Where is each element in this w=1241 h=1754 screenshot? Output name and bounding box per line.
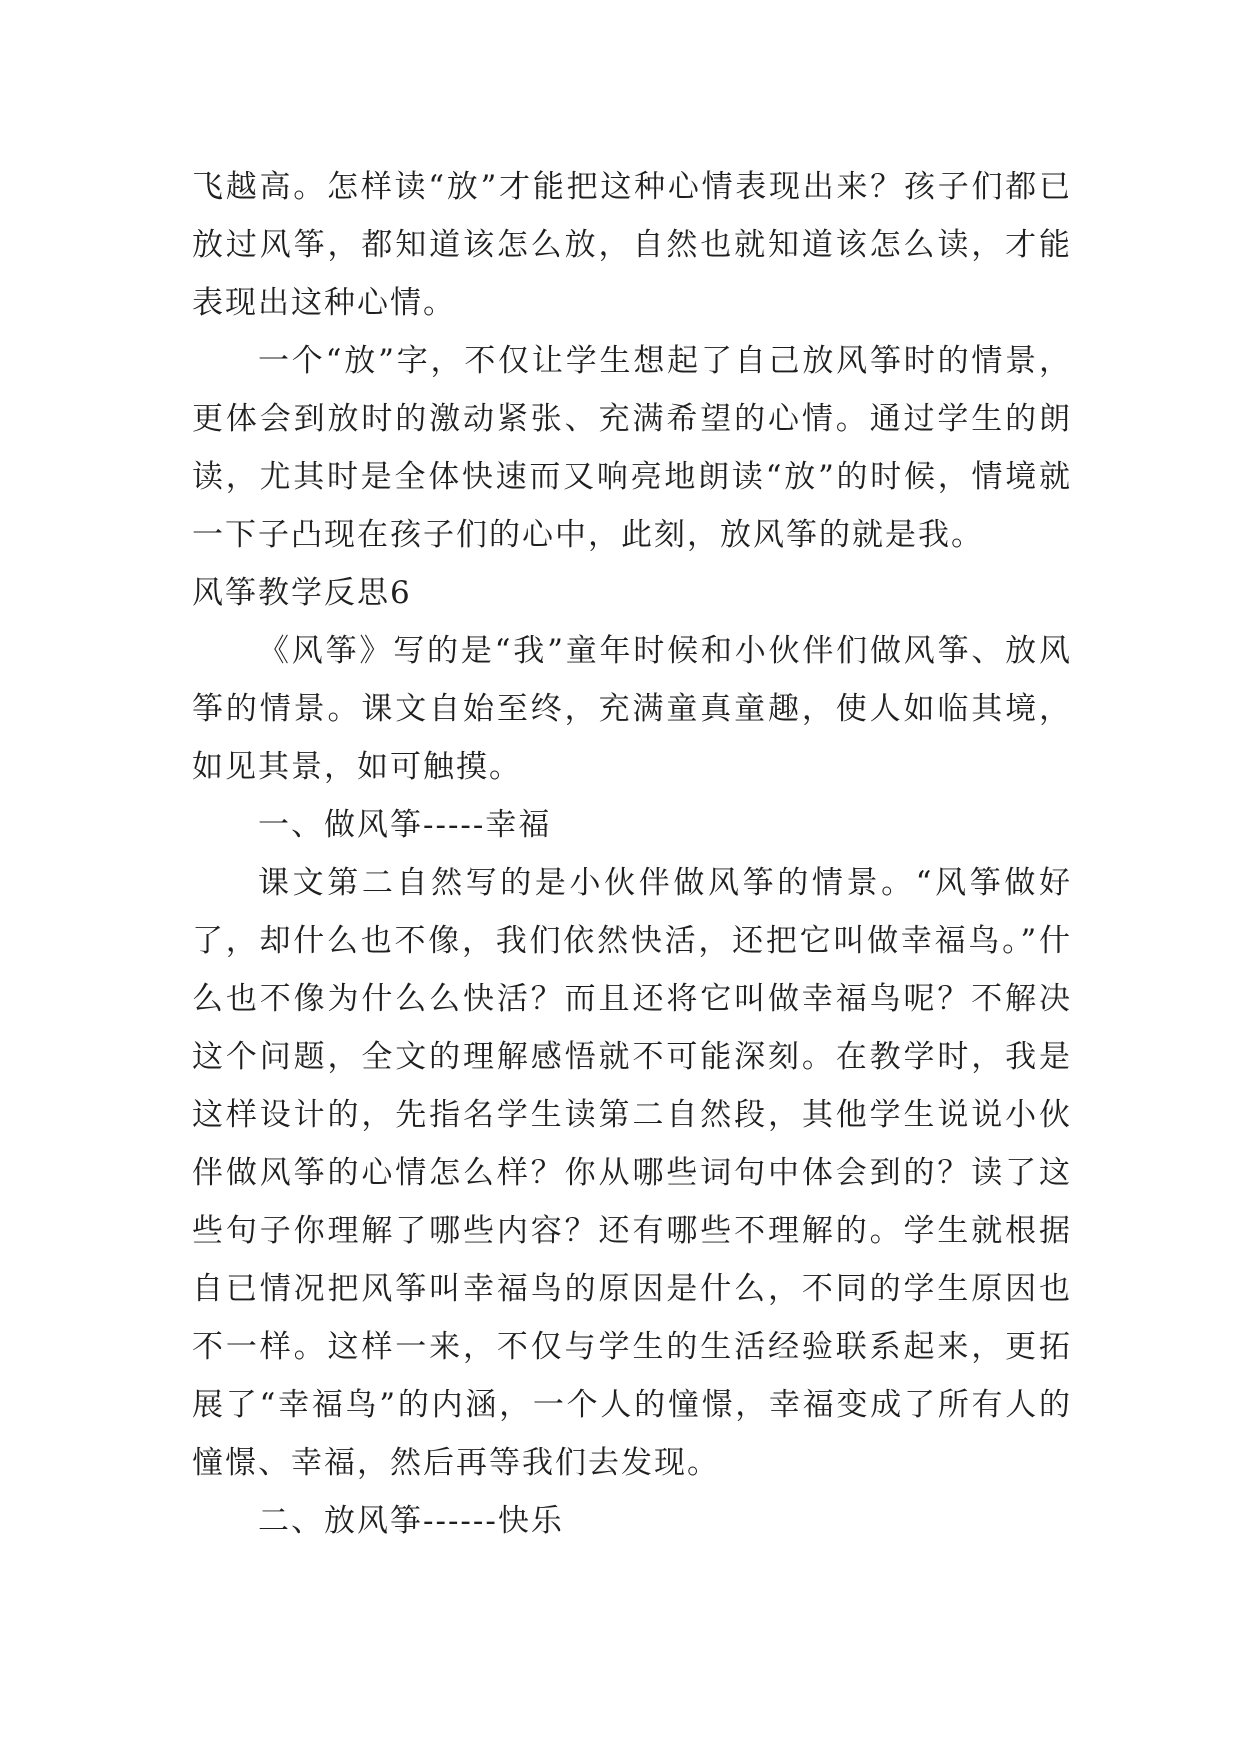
subheading-2: 二、放风筝------快乐 (258, 1503, 564, 1539)
paragraph-1: 飞越高。怎样读“放”才能把这种心情表现出来？孩子们都已放过风筝，都知道该怎么放，自然也就知道该怎么读，才能表现出这种心情。 (192, 169, 1072, 321)
document-page (192, 158, 1072, 1550)
paragraph-3: 《风筝》写的是“我”童年时候和小伙伴们做风筝、放风筝的情景。课文自始至终，充满童真童趣，使人如临其境，如见其景，如可触摸。 (192, 633, 1072, 785)
paragraph-2: 一个“放”字，不仅让学生想起了自己放风筝时的情景，更体会到放时的激动紧张、充满希望的心情。通过学生的朗读，尤其时是全体快速而又响亮地朗读“放”的时候，情境就一下子凸现在孩子们的心中，此刻，放风筝的就是我。 (192, 343, 1072, 553)
subheading-1: 一、做风筝-----幸福 (258, 807, 552, 843)
paragraph-4: 课文第二自然写的是小伙伴做风筝的情景。“风筝做好了，却什么也不像，我们依然快活，还把它叫做幸福鸟。”什么也不像为什么么快活？而且还将它叫做幸福鸟呢？不解决这个问题，全文的理解感悟就不可能深刻。在教学时，我是这样设计的，先指名学生读第二自然段，其他学生说说小伙伴做风筝的心情怎么样？你从哪些词句中体会到的？读了这些句子你理解了哪些内容？还有哪些不理解的。学生就根据自已情况把风筝叫幸福鸟的原因是什么，不同的学生原因也不一样。这样一来，不仅与学生的生活经验联系起来，更拓展了“幸福鸟”的内涵，一个人的憧憬，幸福变成了所有人的憧憬、幸福，然后再等我们去发现。 (192, 865, 1072, 1481)
section-title: 风筝教学反思6 (192, 575, 412, 611)
